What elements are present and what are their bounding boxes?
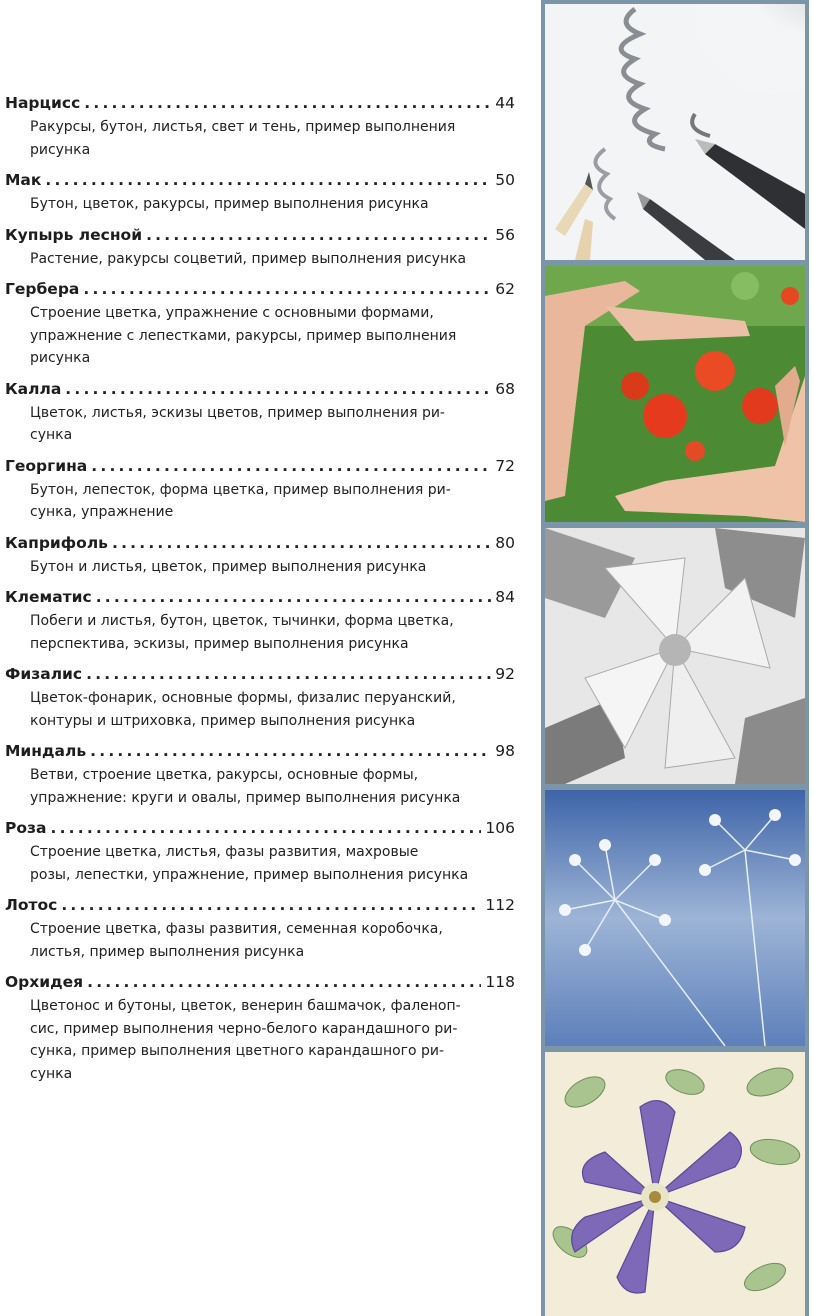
toc-entry-title: Клематис xyxy=(5,588,92,606)
dot-leader xyxy=(61,894,481,916)
toc-page-number: 92 xyxy=(495,665,515,683)
dot-leader xyxy=(83,278,491,300)
description-line: Цветок-фонарик, основные формы, физалис перуанский, xyxy=(30,690,456,706)
table-of-contents xyxy=(5,92,515,1093)
toc-entry-description xyxy=(30,479,475,524)
illustration-strip xyxy=(541,0,809,1316)
toc-page-number: 72 xyxy=(495,456,515,475)
description-line: Цветонос и бутоны, цветок, венерин башмачок, фаленоп- xyxy=(30,998,461,1014)
toc-entry-heading[interactable] xyxy=(5,532,515,554)
toc-entry-description xyxy=(30,248,475,271)
description-line: сунка xyxy=(30,427,73,443)
toc-entry-title: Физалис xyxy=(5,665,83,683)
description-line: Ветви, строение цветка, ракурсы, основные формы, xyxy=(30,767,419,783)
dot-leader xyxy=(65,378,491,400)
dot-leader xyxy=(91,455,491,477)
description-line: Цветок, листья, эскизы цветов, пример выполнения ри- xyxy=(30,404,445,421)
toc-page-number: 50 xyxy=(495,171,515,189)
dot-leader xyxy=(90,740,491,762)
toc-entry-heading[interactable] xyxy=(5,740,515,762)
description-line: сунка, пример выполнения цветного карандашного ри- xyxy=(30,1043,445,1059)
toc-entry-description xyxy=(30,402,475,447)
toc-entry xyxy=(5,455,515,524)
toc-page-number: 84 xyxy=(495,588,515,606)
description-line: Бутон и листья, цветок, пример выполнения рисунка xyxy=(30,558,427,575)
dot-leader xyxy=(50,817,481,839)
toc-entry-heading[interactable] xyxy=(5,169,515,191)
dot-leader xyxy=(112,532,491,554)
dot-leader xyxy=(45,169,491,191)
description-line: рисунка xyxy=(30,141,91,158)
toc-page-number: 112 xyxy=(485,896,515,914)
toc-page-number: 68 xyxy=(495,379,515,398)
toc-entry xyxy=(5,532,515,579)
description-line: Растение, ракурсы соцветий, пример выполнения рисунка xyxy=(30,250,467,267)
toc-entry xyxy=(5,817,515,886)
dot-leader xyxy=(84,92,491,114)
dot-leader xyxy=(96,586,492,608)
pencils-sketch-image xyxy=(545,4,805,260)
umbel-plant-sky-image xyxy=(545,790,805,1046)
description-line: листья, пример выполнения рисунка xyxy=(30,943,305,960)
toc-entry xyxy=(5,378,515,447)
pencil-flower-drawing-image xyxy=(545,528,805,784)
description-line: розы, лепестки, упражнение, пример выполнения рисунка xyxy=(30,866,469,883)
toc-entry-heading[interactable] xyxy=(5,455,515,477)
toc-entry-description xyxy=(30,841,475,886)
toc-page-number: 56 xyxy=(495,225,515,244)
toc-entry-description xyxy=(30,610,475,655)
toc-entry-title: Георгина xyxy=(5,456,88,475)
toc-entry xyxy=(5,92,515,161)
toc-entry xyxy=(5,278,515,370)
description-line: упражнение: круги и овалы, пример выполнения рисунка xyxy=(30,789,461,806)
toc-entry-heading[interactable] xyxy=(5,224,515,246)
toc-entry-heading[interactable] xyxy=(5,278,515,300)
toc-entry-description xyxy=(30,918,475,963)
toc-entry-description xyxy=(30,116,475,161)
description-line: Строение цветка, фазы развития, семенная коробочка, xyxy=(30,921,443,937)
description-line: перспектива, эскизы, пример выполнения рисунка xyxy=(30,635,409,652)
description-line: сунка xyxy=(30,1065,73,1082)
toc-page-number: 62 xyxy=(495,280,515,298)
toc-entry-heading[interactable] xyxy=(5,894,515,916)
description-line: Побеги и листья, бутон, цветок, тычинки, форма цветка, xyxy=(30,613,454,629)
toc-entry xyxy=(5,663,515,732)
toc-entry-heading[interactable] xyxy=(5,378,515,400)
description-line: контуры и штриховка, пример выполнения рисунка xyxy=(30,712,416,729)
clematis-watercolor-image xyxy=(545,1052,805,1316)
toc-entry-title: Орхидея xyxy=(5,973,84,991)
toc-entry-heading[interactable] xyxy=(5,586,515,608)
hands-framing-poppies-image xyxy=(545,266,805,522)
toc-entry-description xyxy=(30,556,475,579)
toc-entry-description xyxy=(30,995,475,1085)
toc-entry-heading[interactable] xyxy=(5,663,515,685)
toc-entry xyxy=(5,586,515,655)
toc-entry-description xyxy=(30,764,475,809)
toc-page-number: 80 xyxy=(495,533,515,552)
toc-entry-title: Миндаль xyxy=(5,742,87,760)
description-line: Строение цветка, листья, фазы развития, махровые xyxy=(30,844,419,860)
toc-entry-heading[interactable] xyxy=(5,971,515,993)
description-line: Бутон, лепесток, форма цветка, пример выполнения ри- xyxy=(30,481,451,498)
toc-entry-title: Калла xyxy=(5,379,62,398)
description-line: Бутон, цветок, ракурсы, пример выполнения рисунка xyxy=(30,196,429,212)
dot-leader xyxy=(86,663,491,685)
dot-leader xyxy=(87,971,481,993)
toc-page-number: 106 xyxy=(485,819,515,837)
toc-entry-title: Роза xyxy=(5,819,47,837)
toc-entry-heading[interactable] xyxy=(5,92,515,114)
toc-entry-description xyxy=(30,193,475,216)
toc-entry-title: Купырь лесной xyxy=(5,225,143,244)
toc-entry xyxy=(5,894,515,963)
toc-entry-description xyxy=(30,302,475,370)
toc-entry-description xyxy=(30,687,475,732)
description-line: сунка, упражнение xyxy=(30,504,174,520)
toc-page-number: 44 xyxy=(495,94,515,112)
description-line: рисунка xyxy=(30,350,91,366)
toc-entry xyxy=(5,971,515,1085)
toc-entry-title: Мак xyxy=(5,171,42,189)
toc-entry-title: Гербера xyxy=(5,280,80,298)
toc-entry-title: Каприфоль xyxy=(5,533,108,552)
description-line: сис, пример выполнения черно-белого карандашного ри- xyxy=(30,1020,458,1037)
description-line: упражнение с лепестками, ракурсы, пример выполнения xyxy=(30,327,457,344)
toc-entry xyxy=(5,224,515,271)
toc-entry-title: Нарцисс xyxy=(5,94,81,112)
toc-page-number: 98 xyxy=(495,742,515,760)
toc-entry-title: Лотос xyxy=(5,896,58,914)
description-line: Ракурсы, бутон, листья, свет и тень, пример выполнения xyxy=(30,119,456,135)
toc-entry xyxy=(5,740,515,809)
description-line: Строение цветка, упражнение с основными формами, xyxy=(30,305,434,321)
toc-page-number: 118 xyxy=(485,973,515,991)
dot-leader xyxy=(146,224,491,246)
toc-entry xyxy=(5,169,515,216)
toc-entry-heading[interactable] xyxy=(5,817,515,839)
